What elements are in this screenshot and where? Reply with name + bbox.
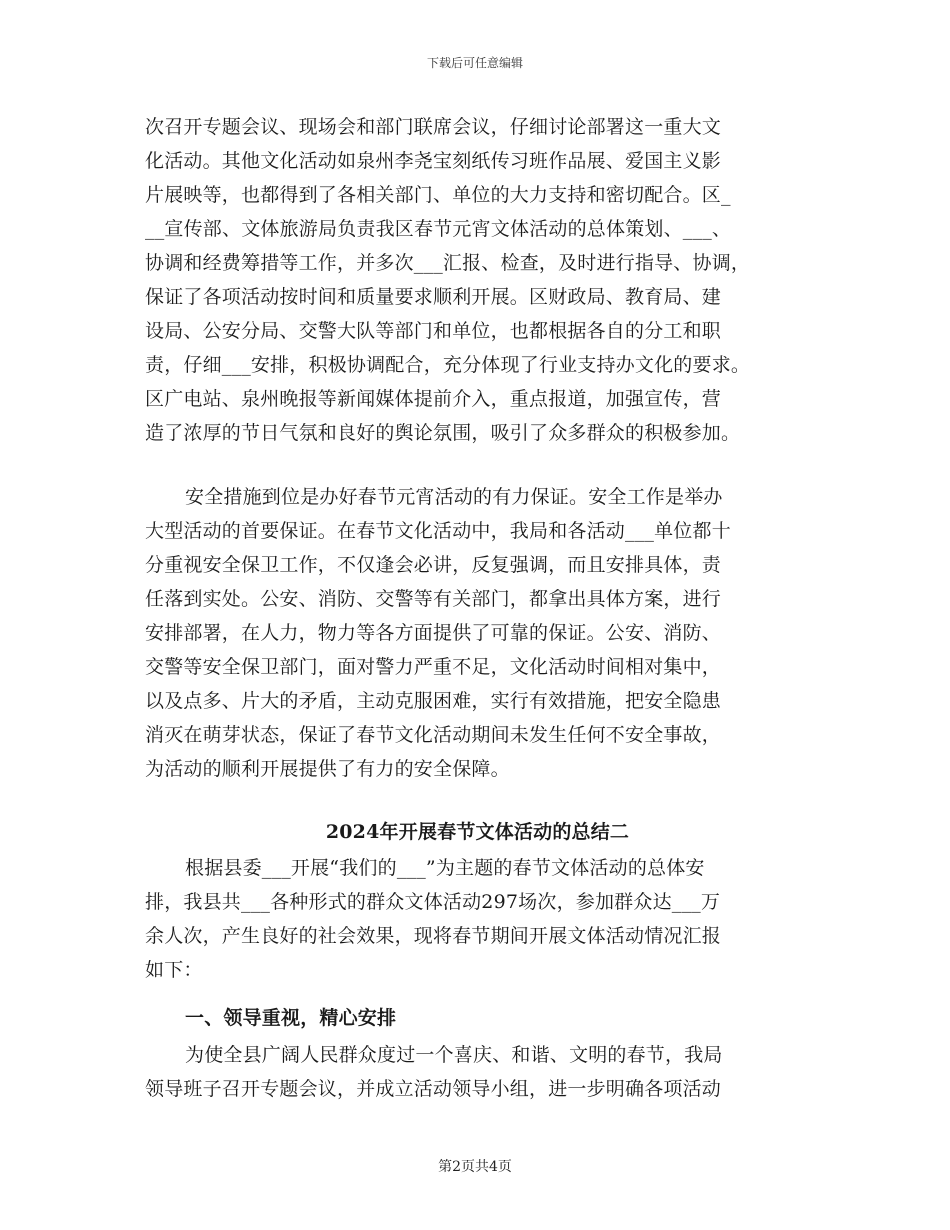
text-line: 任落到实处。公安、消防、交警等有关部门，都拿出具体方案，进行: [145, 588, 722, 610]
text-line: 消灭在萌芽状态，保证了春节文化活动期间未发生任何不安全事故，: [145, 724, 722, 746]
text-line: 为活动的顺利开展提供了有力的安全保障。: [145, 758, 510, 780]
text-line: 以及点多、片大的矛盾，主动克服困难，实行有效措施，把安全隐患: [145, 690, 722, 712]
text-line: 设局、公安分局、交警大队等部门和单位，也都根据各自的分工和职: [145, 320, 722, 342]
text-line: __宣传部、文体旅游局负责我区春节元宵文体活动的总体策划、___、: [145, 218, 732, 240]
paragraph-start: 安全措施到位是办好春节元宵活动的有力保证。安全工作是举办: [185, 486, 723, 508]
text-line: 片展映等，也都得到了各相关部门、单位的大力支持和密切配合。区_: [145, 184, 731, 206]
subheading: 一、领导重视，精心安排: [185, 1007, 397, 1029]
text-line: 排，我县共___各种形式的群众文体活动297场次，参加群众达___万: [145, 891, 721, 913]
text-line: 化活动。其他文化活动如泉州李尧宝刻纸传习班作品展、爱国主义影: [145, 150, 722, 172]
page-header: 下载后可任意编辑: [426, 56, 523, 70]
paragraph-start: 根据县委___开展“我们的___”为主题的春节文体活动的总体安: [185, 857, 705, 879]
section-title: 2024年开展春节文体活动的总结二: [325, 821, 630, 843]
text-line: 次召开专题会议、现场会和部门联席会议，仔细讨论部署这一重大文: [145, 116, 722, 138]
text-line: 造了浓厚的节日气氛和良好的舆论氛围，吸引了众多群众的积极参加。: [145, 422, 741, 444]
text-line: 交警等安全保卫部门，面对警力严重不足，文化活动时间相对集中，: [145, 656, 722, 678]
text-line: 保证了各项活动按时间和质量要求顺利开展。区财政局、教育局、建: [145, 286, 722, 308]
paragraph-start: 为使全县广阔人民群众度过一个喜庆、和谐、文明的春节，我局: [185, 1044, 723, 1066]
text-line: 安排部署，在人力，物力等各方面提供了可靠的保证。公安、消防、: [145, 622, 722, 644]
text-line: 大型活动的首要保证。在春节文化活动中，我局和各活动___单位都十: [145, 520, 731, 542]
text-line: 协调和经费筹措等工作，并多次___汇报、检查，及时进行指导、协调，: [145, 252, 751, 274]
page-footer: 第2页共4页: [438, 1159, 512, 1175]
text-line: 余人次，产生良好的社会效果，现将春节期间开展文体活动情况汇报: [145, 925, 722, 947]
text-line: 如下：: [145, 959, 203, 981]
text-line: 分重视安全保卫工作，不仅逢会必讲，反复强调，而且安排具体，责: [145, 554, 722, 576]
text-line: 领导班子召开专题会议，并成立活动领导小组，进一步明确各项活动: [145, 1078, 722, 1100]
text-line: 区广电站、泉州晚报等新闻媒体提前介入，重点报道，加强宣传，营: [145, 388, 722, 410]
text-line: 责，仔细___安排，积极协调配合，充分体现了行业支持办文化的要求。: [145, 354, 751, 376]
